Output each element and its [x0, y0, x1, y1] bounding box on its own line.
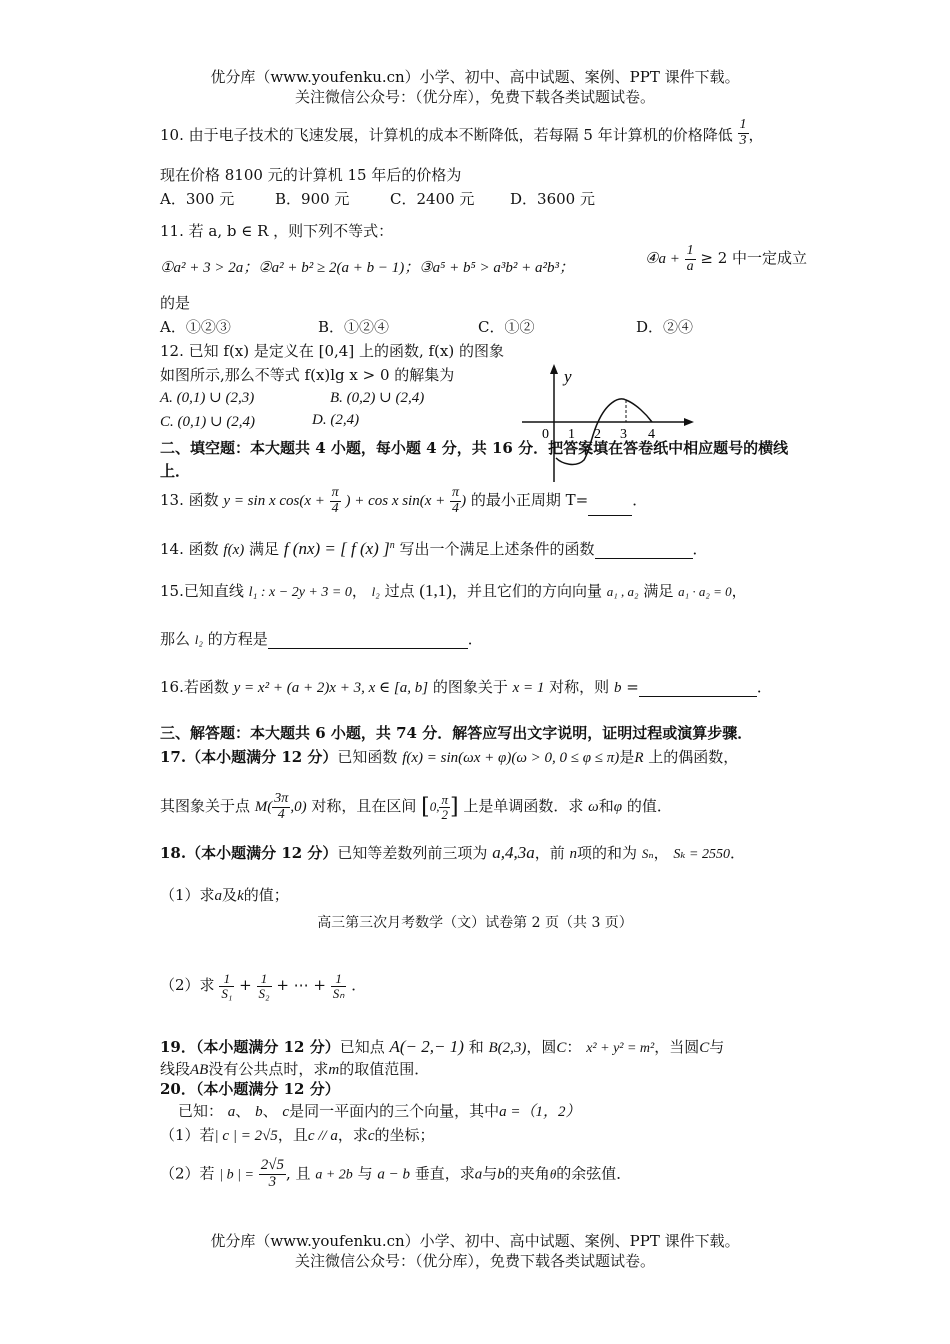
section-3-heading: 三、解答题：本大题共 6 小题，共 74 分．解答应写出文字说明，证明过程或演算步骤．	[160, 724, 753, 742]
q11-option-b: B．①②④	[318, 318, 390, 336]
q18-part-2: （2）求 $\frac{1}{\text{S₁}}$ + $\frac{1}{\text{S₂}}$ + ⋯ + $\frac{1}{\text{Sₙ}}$ ．	[160, 971, 367, 1001]
graph-origin-label: 0	[542, 427, 549, 442]
graph-tick-2: 2	[594, 427, 601, 442]
q16-answer-blank[interactable]	[639, 696, 757, 697]
q12-line-2: 如图所示,那么不等式 f(x)lg x > 0 的解集为	[160, 366, 455, 384]
graph-tick-1: 1	[568, 427, 575, 442]
q15: 15.已知直线 l₁ : x − 2y + 3 = 0， l₂ 过点 (1,1)，并且它们的方向向量 a₁ , a₂ 满足 a₁ · a₂ = 0，	[160, 581, 747, 600]
q18: 18.（本小题满分 12 分）已知等差数列前三项为 a,4,3a，前 n项的和为 Sₙ， Sₖ = 2550．	[160, 843, 745, 862]
q19: 19．（本小题满分 12 分）已知点 A(− 2,− 1) 和 B(2,3)，圆C： x² + y² = m²，当圆C与	[160, 1037, 725, 1056]
q11-option-d: D．②④	[636, 318, 694, 336]
q17-line-2: 其图象关于点 M( $\frac{3\pi}{4}$ ,0) 对称，且在区间 [0, $\frac{\pi}{2}$ ] 上是单调函数．求 ω和φ 的值．	[160, 791, 672, 822]
q10-text-2: 现在价格 8100 元的计算机 15 年后的价格为	[160, 166, 462, 184]
q16: 16.若函数 y = x² + (a + 2)x + 3, x ∈ [a, b] 的图象关于 x = 1 对称，则 b = ．	[160, 678, 772, 696]
q19-line-2: 线段AB没有公共点时，求m的取值范围．	[160, 1060, 430, 1078]
q10-option-c: C．2400 元	[390, 190, 475, 208]
q11-option-a: A．①②③	[160, 318, 231, 336]
q11-items: ①a² + 3 > 2a；②a² + b² ≥ 2(a + b − 1)；③a⁵ + b⁵ > a³b² + a²b³；	[160, 260, 574, 276]
q12-line-1: 12. 已知 f(x) 是定义在 [0,4] 上的函数, f(x) 的图象	[160, 342, 504, 360]
q12-option-d: D. (2,4)	[312, 412, 360, 428]
q20-part-1: （1）若| c | = 2√5，且c // a，求c的坐标；	[160, 1126, 435, 1144]
header-line-2: 关注微信公众号：（优分库），免费下载各类试题试卷。	[294, 88, 655, 106]
q20-known: 已知： a、 b、 c是同一平面内的三个向量，其中a =（1，2）	[178, 1102, 581, 1120]
q11-intro: 11. 若 a, b ∈ R ，则下列不等式：	[160, 222, 394, 240]
q18-part-1: （1）求a及k的值；	[160, 886, 289, 904]
page-footer: 高三第三次月考数学（文）试卷第 2 页（共 3 页）	[317, 915, 633, 931]
footer-line-1: 优分库（www.youfenku.cn）小学、初中、高中试题、案例、PPT 课件下载。	[210, 1232, 740, 1250]
graph-x-arrow-icon	[684, 418, 694, 426]
q15-answer-blank[interactable]	[268, 648, 468, 649]
q20-part-2: （2）若 | b | = $\frac{2√5}{3}$ , 且 a + 2b 与 a − b 垂直，求a与b的夹角θ的余弦值．	[160, 1157, 632, 1190]
q13: 13. 函数 y = sin x cos(x + $\frac{\pi}{4}$ ) + cos x sin(x + $\frac{\pi}{4}$ ) 的最小正周期 T= ．	[160, 485, 648, 516]
q10-option-b: B．900 元	[275, 190, 350, 208]
q15-line-2: 那么 l₂ 的方程是 ．	[160, 630, 483, 648]
q14: 14. 函数 f(x) 满足 f (nx) = [ f (x) ]$^n$ 写出一个满足上述条件的函数 ．	[160, 539, 708, 558]
q12-option-a: A. (0,1) ∪ (2,3)	[160, 390, 255, 406]
q11-option-c: C．①②	[478, 318, 535, 336]
q10-option-a: A．300 元	[160, 190, 235, 208]
graph-tick-4: 4	[648, 427, 655, 442]
q11-text-2: 的是	[160, 294, 191, 312]
graph-tick-3: 3	[620, 427, 627, 442]
graph-y-label: y	[564, 367, 572, 386]
graph-y-arrow-icon	[550, 364, 558, 374]
q10-option-d: D．3600 元	[510, 190, 595, 208]
q11-item-4: ④a + $\frac{1}{a}$ ≥ 2 中一定成立	[645, 243, 808, 274]
q14-answer-blank[interactable]	[595, 558, 693, 559]
q20-label: 20．（本小题满分 12 分）	[160, 1080, 340, 1098]
footer-line-2: 关注微信公众号：（优分库），免费下载各类试题试卷。	[294, 1252, 655, 1270]
section-2-heading-2: 上．	[160, 462, 191, 480]
q12-option-c: C. (0,1) ∪ (2,4)	[160, 414, 256, 430]
q10-text: 10. 由于电子技术的飞速发展，计算机的成本不断降低，若每隔 5 年计算机的价格降低 $\frac{1}{3}$ ，	[160, 117, 764, 148]
header-line-1: 优分库（www.youfenku.cn）小学、初中、高中试题、案例、PPT 课件下载。	[210, 68, 740, 86]
q12-option-b: B. (0,2) ∪ (2,4)	[330, 390, 425, 406]
q13-answer-blank[interactable]	[588, 515, 632, 516]
q12-function-graph	[518, 362, 698, 486]
q17: 17.（本小题满分 12 分）已知函数 f(x) = sin(ωx + φ)(ω > 0, 0 ≤ φ ≤ π)是R 上的偶函数，	[160, 748, 739, 766]
section-2-heading: 二、填空题：本大题共 4 小题，每小题 4 分，共 16 分．把答案填在答卷纸中相应题号的横线	[160, 439, 789, 457]
